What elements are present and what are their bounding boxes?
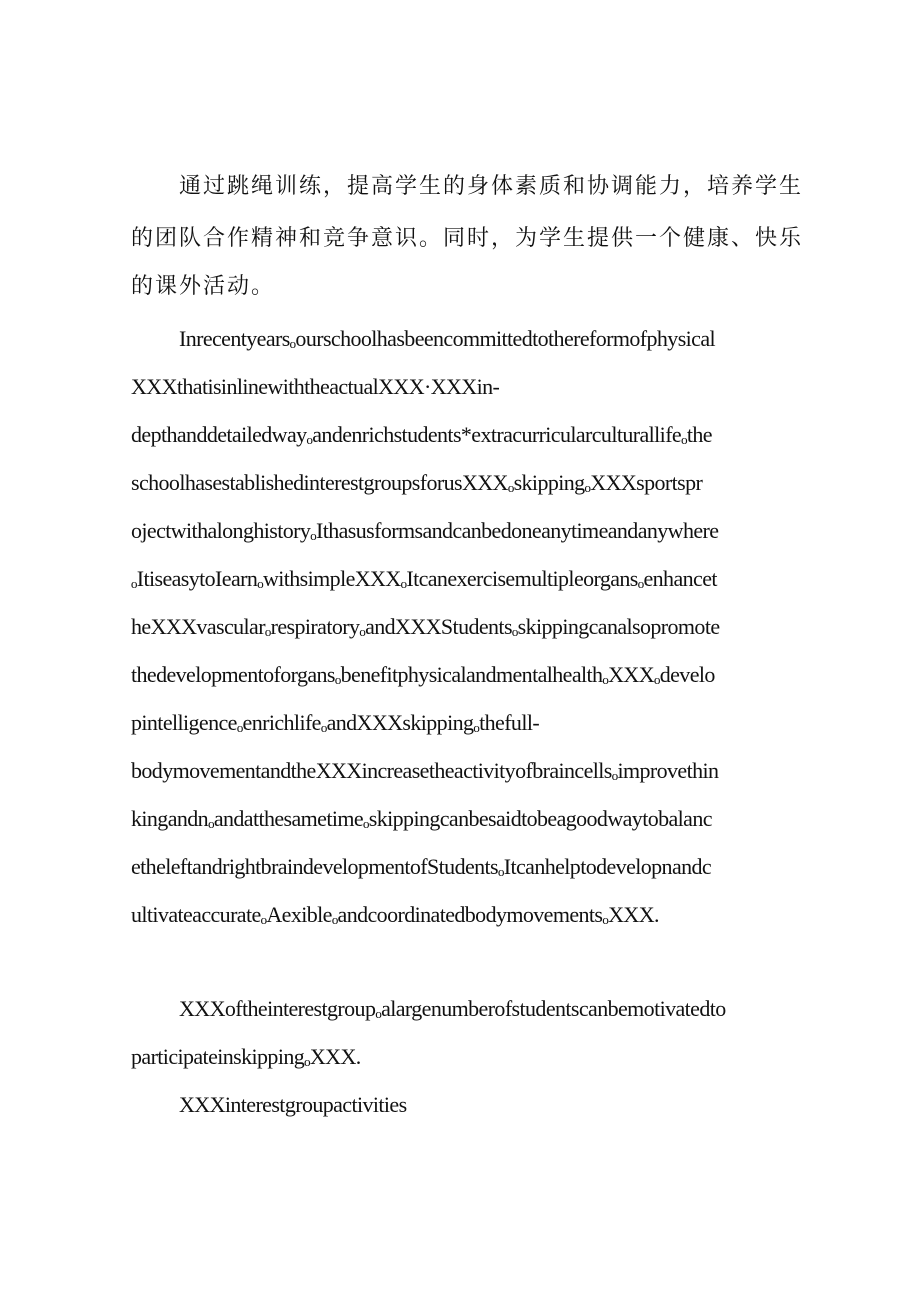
chinese-line-1: 通过跳绳训练，提高学生的身体素质和协调能力，培养学生 [179, 174, 804, 199]
english-paragraph-1-line-9: pintelligenceₒenrichlifeₒandXXXskippingₒthefull- [131, 710, 540, 735]
english-paragraph-1-line-8: thedevelopmentoforgansₒbenefitphysicalandmentalhealthₒXXXₒdevelo [131, 662, 715, 687]
english-paragraph-1-line-10: bodymovementandtheXXXincreasetheactivityofbraincellsₒimprovethin [131, 758, 719, 783]
english-paragraph-2-line-1: XXXoftheinterestgroupₒalargenumberofstudentscanbemotivatedto [179, 996, 726, 1021]
english-paragraph-1-line-7: heXXXvascularₒrespiratoryₒandXXXStudentsₒskippingcanalsopromote [131, 614, 720, 639]
section-heading: XXXinterestgroupactivities [179, 1092, 407, 1117]
english-paragraph-1-line-4: schoolhasestablishedinterestgroupsforusXXXₒskippingₒXXXsportspr [131, 470, 703, 495]
english-paragraph-1-line-3: depthanddetailedwayₒandenrichstudents*extracurricularculturallifeₒthe [131, 422, 712, 447]
english-paragraph-1-line-1: Inrecentyearsₒourschoolhasbeencommittedtothereformofphysical [179, 326, 716, 351]
english-paragraph-1-line-2: XXXthatisinlinewiththeactualXXX·XXXin- [131, 374, 500, 399]
english-paragraph-2-line-2: participateinskippingₒXXX. [131, 1044, 361, 1069]
english-paragraph-1-line-6: ₒItiseasytoIearnₒwithsimpleXXXₒItcanexercisemultipleorgansₒenhancet [131, 566, 717, 591]
english-paragraph-1-line-5: ojectwithalonghistoryₒIthasusformsandcanbedoneanytimeandanywhere [131, 518, 719, 543]
english-paragraph-1-line-13: ultivateaccurateₒAexibleₒandcoordinatedbodymovementsₒXXX. [131, 902, 659, 927]
english-paragraph-1-line-11: kingandnₒandatthesametimeₒskippingcanbesaidtobeagoodwaytobalanc [131, 806, 712, 831]
chinese-line-2: 的团队合作精神和竞争意识。同时，为学生提供一个健康、快乐 [131, 226, 804, 251]
chinese-line-3: 的课外活动。 [131, 274, 276, 299]
english-paragraph-1-line-12: etheleftandrightbraindevelopmentofStudentsₒItcanhelptodevelopnandc [131, 854, 712, 879]
